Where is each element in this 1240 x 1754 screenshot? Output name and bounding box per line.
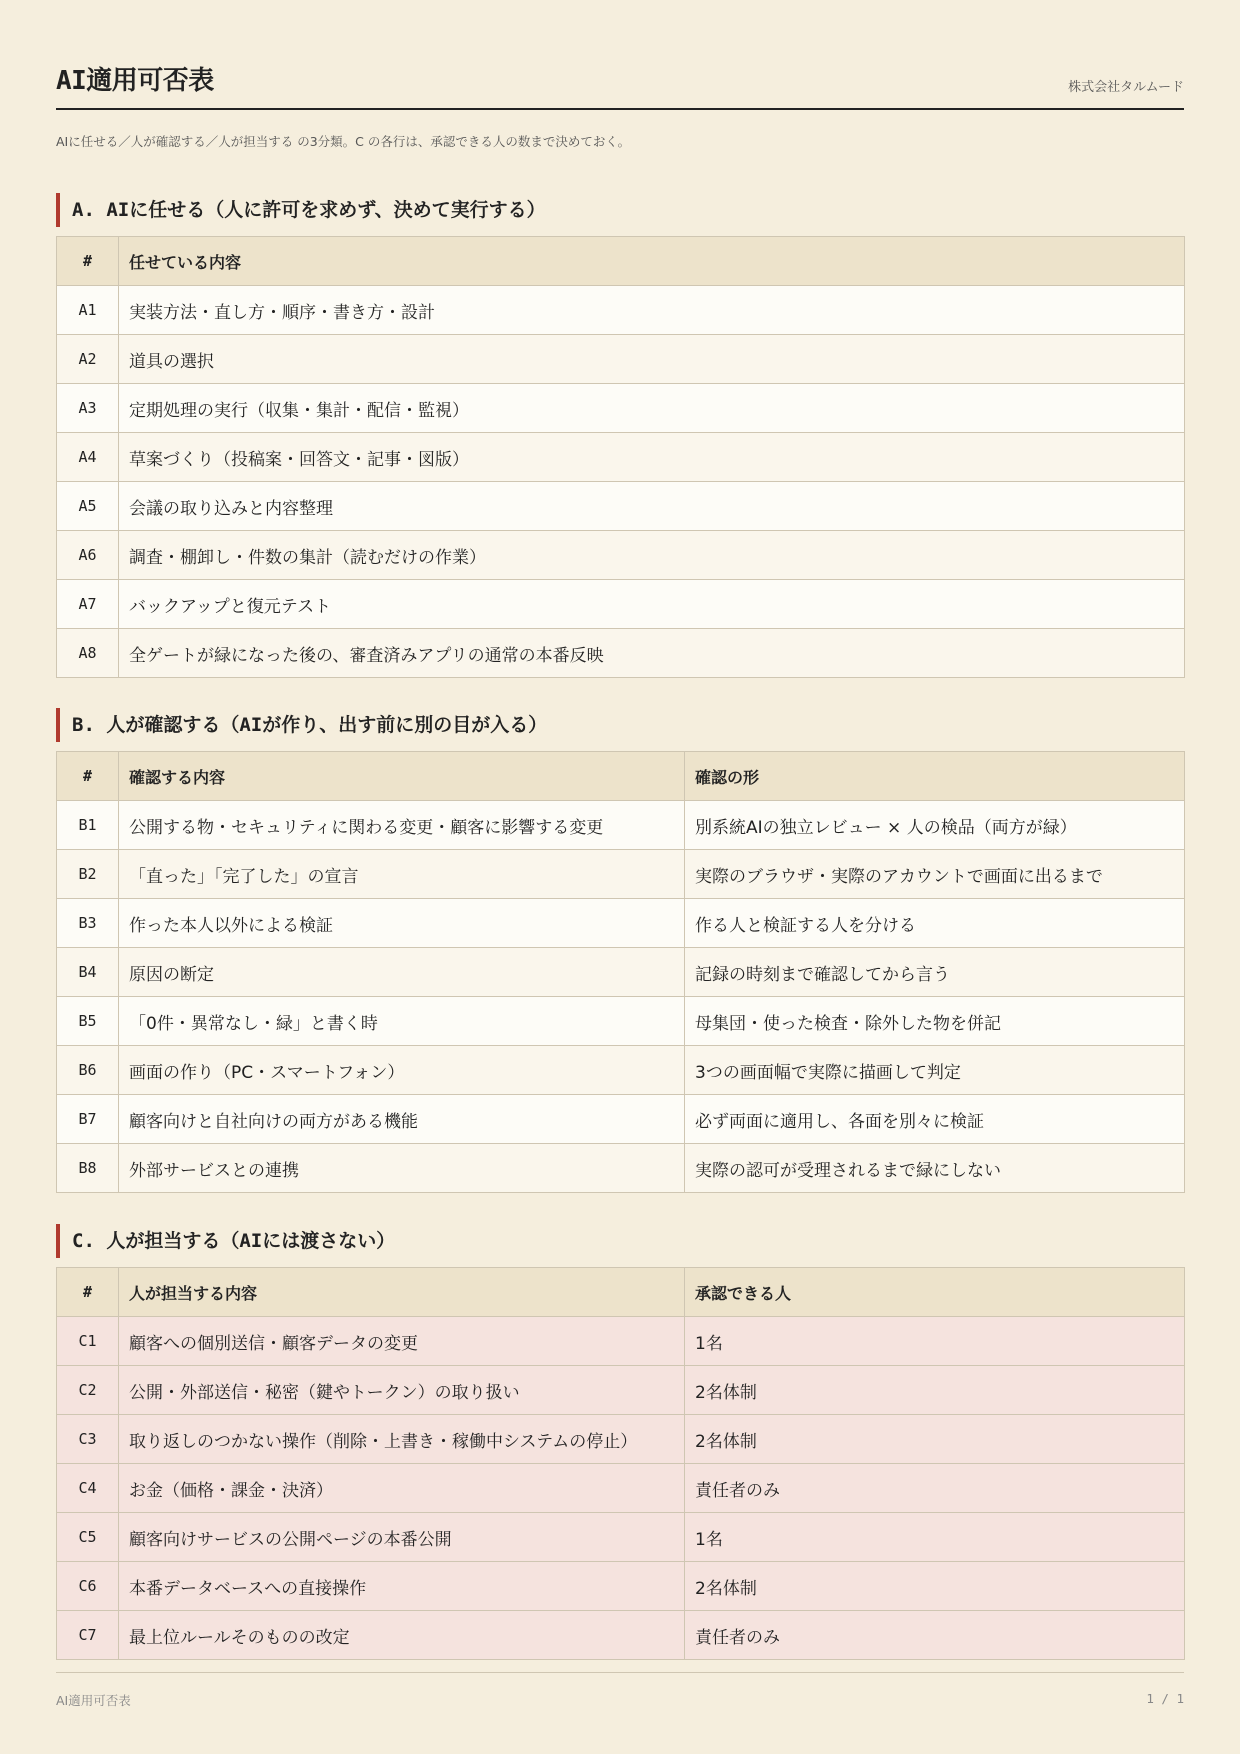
column-header-content: 任せている内容	[119, 237, 1185, 286]
cell-form: 作る人と検証する人を分ける	[685, 899, 1185, 948]
cell-approver: 2名体制	[685, 1415, 1185, 1464]
column-header-approver: 承認できる人	[685, 1268, 1185, 1317]
cell-approver: 2名体制	[685, 1366, 1185, 1415]
section-c-rows	[57, 1317, 1185, 1660]
table-row	[57, 1366, 1185, 1415]
table-row	[57, 1046, 1185, 1095]
cell-id: C6	[57, 1562, 119, 1611]
cell-content: 「0件・異常なし・緑」と書く時	[119, 997, 685, 1046]
column-header-form: 確認の形	[685, 752, 1185, 801]
cell-id: A6	[57, 531, 119, 580]
table-row	[57, 384, 1185, 433]
cell-content: 最上位ルールそのものの改定	[119, 1611, 685, 1660]
column-header-content: 人が担当する内容	[119, 1268, 685, 1317]
table-row	[57, 997, 1185, 1046]
cell-id: B2	[57, 850, 119, 899]
section-b-rows	[57, 801, 1185, 1193]
table-row	[57, 335, 1185, 384]
table-row	[57, 433, 1185, 482]
section-c-heading: C. 人が担当する（AIには渡さない）	[56, 1224, 1184, 1258]
cell-id: C3	[57, 1415, 119, 1464]
cell-id: C4	[57, 1464, 119, 1513]
cell-content: 実装方法・直し方・順序・書き方・設計	[119, 286, 1185, 335]
cell-content: 公開する物・セキュリティに関わる変更・顧客に影響する変更	[119, 801, 685, 850]
cell-content: 「直った」「完了した」の宣言	[119, 850, 685, 899]
column-header-num: #	[57, 1268, 119, 1317]
cell-content: 定期処理の実行（収集・集計・配信・監視）	[119, 384, 1185, 433]
cell-id: B4	[57, 948, 119, 997]
cell-content: 顧客向けと自社向けの両方がある機能	[119, 1095, 685, 1144]
cell-content: バックアップと復元テスト	[119, 580, 1185, 629]
table-row	[57, 801, 1185, 850]
table-row	[57, 850, 1185, 899]
section-a-table	[56, 236, 1185, 678]
cell-approver: 2名体制	[685, 1562, 1185, 1611]
cell-form: 別系統AIの独立レビュー × 人の検品（両方が緑）	[685, 801, 1185, 850]
table-row	[57, 948, 1185, 997]
table-row	[57, 286, 1185, 335]
cell-approver: 1名	[685, 1317, 1185, 1366]
table-row	[57, 1144, 1185, 1193]
table-row	[57, 1562, 1185, 1611]
cell-content: 会議の取り込みと内容整理	[119, 482, 1185, 531]
column-header-content: 確認する内容	[119, 752, 685, 801]
column-header-num: #	[57, 237, 119, 286]
cell-id: A5	[57, 482, 119, 531]
cell-id: C2	[57, 1366, 119, 1415]
cell-content: 外部サービスとの連携	[119, 1144, 685, 1193]
cell-content: 草案づくり（投稿案・回答文・記事・図版）	[119, 433, 1185, 482]
table-row	[57, 1095, 1185, 1144]
cell-form: 実際の認可が受理されるまで緑にしない	[685, 1144, 1185, 1193]
cell-id: A1	[57, 286, 119, 335]
section-b-heading: B. 人が確認する（AIが作り、出す前に別の目が入る）	[56, 708, 1184, 742]
page-number: 1 / 1	[1146, 1691, 1184, 1706]
table-row	[57, 629, 1185, 678]
table-row	[57, 1317, 1185, 1366]
table-row	[57, 1513, 1185, 1562]
cell-approver: 責任者のみ	[685, 1611, 1185, 1660]
cell-form: 母集団・使った検査・除外した物を併記	[685, 997, 1185, 1046]
cell-content: 調査・棚卸し・件数の集計（読むだけの作業）	[119, 531, 1185, 580]
section-a-heading: A. AIに任せる（人に許可を求めず、決めて実行する）	[56, 193, 1184, 227]
cell-id: B1	[57, 801, 119, 850]
cell-content: お金（価格・課金・決済）	[119, 1464, 685, 1513]
table-row	[57, 1611, 1185, 1660]
cell-approver: 責任者のみ	[685, 1464, 1185, 1513]
table-row	[57, 1464, 1185, 1513]
cell-id: C7	[57, 1611, 119, 1660]
cell-form: 必ず両面に適用し、各面を別々に検証	[685, 1095, 1185, 1144]
cell-id: A3	[57, 384, 119, 433]
page-header	[56, 58, 1184, 110]
cell-id: B8	[57, 1144, 119, 1193]
cell-form: 実際のブラウザ・実際のアカウントで画面に出るまで	[685, 850, 1185, 899]
cell-content: 取り返しのつかない操作（削除・上書き・稼働中システムの停止）	[119, 1415, 685, 1464]
table-header-row	[57, 752, 1185, 801]
footer-title: AI適用可否表	[56, 1693, 131, 1708]
table-row	[57, 580, 1185, 629]
cell-content: 作った本人以外による検証	[119, 899, 685, 948]
cell-form: 3つの画面幅で実際に描画して判定	[685, 1046, 1185, 1095]
company-name: 株式会社タルムード	[1068, 80, 1184, 95]
section-c-table	[56, 1267, 1185, 1660]
table-row	[57, 899, 1185, 948]
page-footer	[56, 1672, 1184, 1708]
cell-content: 道具の選択	[119, 335, 1185, 384]
table-row	[57, 531, 1185, 580]
cell-content: 顧客向けサービスの公開ページの本番公開	[119, 1513, 685, 1562]
cell-content: 顧客への個別送信・顧客データの変更	[119, 1317, 685, 1366]
cell-id: A4	[57, 433, 119, 482]
cell-id: B3	[57, 899, 119, 948]
section-b-table	[56, 751, 1185, 1193]
cell-id: C5	[57, 1513, 119, 1562]
page-title: AI適用可否表	[56, 66, 214, 96]
cell-id: C1	[57, 1317, 119, 1366]
cell-id: A7	[57, 580, 119, 629]
cell-id: B6	[57, 1046, 119, 1095]
column-header-num: #	[57, 752, 119, 801]
cell-id: B5	[57, 997, 119, 1046]
table-row	[57, 482, 1185, 531]
cell-content: 画面の作り（PC・スマートフォン）	[119, 1046, 685, 1095]
cell-id: B7	[57, 1095, 119, 1144]
cell-form: 記録の時刻まで確認してから言う	[685, 948, 1185, 997]
page-subtitle: AIに任せる／人が確認する／人が担当する の3分類。C の各行は、承認できる人の数まで決めておく。	[56, 134, 631, 149]
table-header-row	[57, 1268, 1185, 1317]
cell-id: A8	[57, 629, 119, 678]
cell-content: 原因の断定	[119, 948, 685, 997]
cell-id: A2	[57, 335, 119, 384]
cell-content: 全ゲートが緑になった後の、審査済みアプリの通常の本番反映	[119, 629, 1185, 678]
cell-content: 本番データベースへの直接操作	[119, 1562, 685, 1611]
table-header-row	[57, 237, 1185, 286]
cell-content: 公開・外部送信・秘密（鍵やトークン）の取り扱い	[119, 1366, 685, 1415]
section-a-rows	[57, 286, 1185, 678]
cell-approver: 1名	[685, 1513, 1185, 1562]
table-row	[57, 1415, 1185, 1464]
